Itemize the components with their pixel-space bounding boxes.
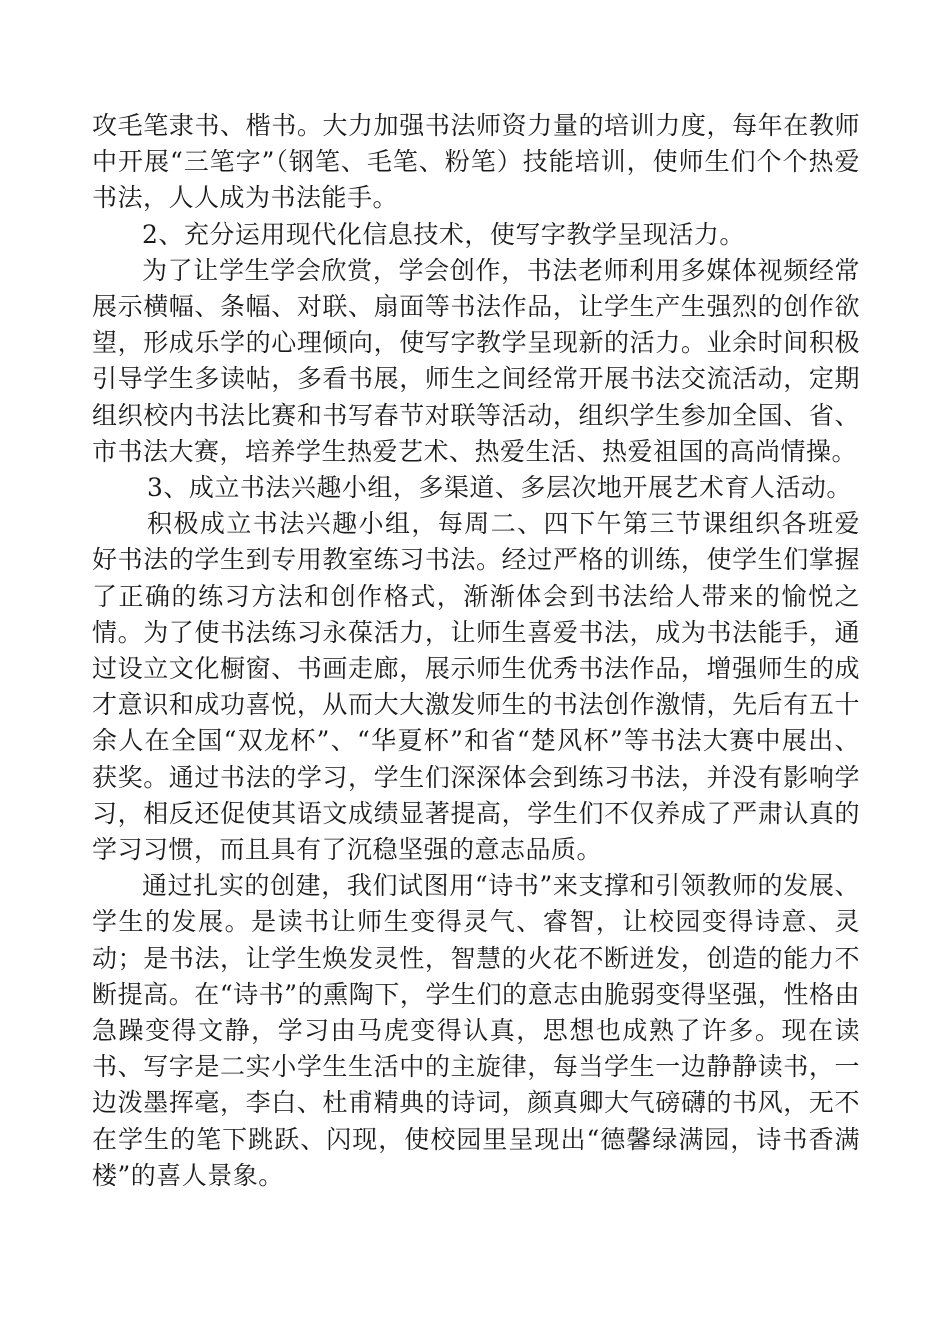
paragraph-multimedia: 为了让学生学会欣赏，学会创作，书法老师利用多媒体视频经常展示横幅、条幅、对联、扇面等书法作品，让学生产生强烈的创作欲望，形成乐学的心理倾向，使写字教学呈现新的活力。业余时间积极引导学生多读帖，多看书展，师生之间经常开展书法交流活动，定期组织校内书法比赛和书写春节对联等活动，组织学生参加全国、省、市书法大赛，培养学生热爱艺术、热爱生活、热爱祖国的高尚情操。 [92, 255, 860, 466]
paragraph-conclusion: 通过扎实的创建，我们试图用“诗书”来支撑和引领教师的发展、学生的发展。是读书让师生变得灵气、睿智，让校园变得诗意、灵动；是书法，让学生焕发灵性，智慧的火花不断迸发，创造的能力不断提高。在“诗书”的熏陶下，学生们的意志由脆弱变得坚强，性格由急躁变得文静，学习由马虎变得认真，思想也成熟了许多。现在读书、写字是二实小学生生活中的主旋律，每当学生一边静静读书，一边泼墨挥毫，李白、杜甫精典的诗词，颜真卿大气磅礴的书风，无不在学生的笔下跳跃、闪现，使校园里呈现出“德馨绿满园，诗书香满楼”的喜人景象。 [92, 871, 860, 1190]
section-heading-2: 2、充分运用现代化信息技术，使写字教学呈现活力。 [142, 219, 745, 249]
paragraph-interest-group: 积极成立书法兴趣小组，每周二、四下午第三节课组织各班爱好书法的学生到专用教室练习书法。经过严格的训练，使学生们掌握了正确的练习方法和创作格式，渐渐体会到书法给人带来的愉悦之情。为了使书法练习永葆活力，让师生喜爱书法，成为书法能手，通过设立文化橱窗、书画走廊，展示师生优秀书法作品，增强师生的成才意识和成功喜悦，从而大大激发师生的书法创作激情，先后有五十余人在全国“双龙杯”、“华夏杯”和省“楚风杯”等书法大赛中展出、获奖。通过书法的学习，学生们深深体会到练习书法，并没有影响学习，相反还促使其语文成绩显著提高，学生们不仅养成了严肃认真的学习习惯，而且具有了沉稳坚强的意志品质。 [92, 509, 860, 865]
document-body [92, 108, 860, 1194]
section-heading-3: 3、成立书法兴趣小组，多渠道、多层次地开展艺术育人活动。 [147, 473, 852, 503]
paragraph-continuation: 攻毛笔隶书、楷书。大力加强书法师资力量的培训力度，每年在教师中开展“三笔字”（钢笔、毛笔、粉笔）技能培训，使师生们个个热爱书法，人人成为书法能手。 [92, 111, 860, 213]
